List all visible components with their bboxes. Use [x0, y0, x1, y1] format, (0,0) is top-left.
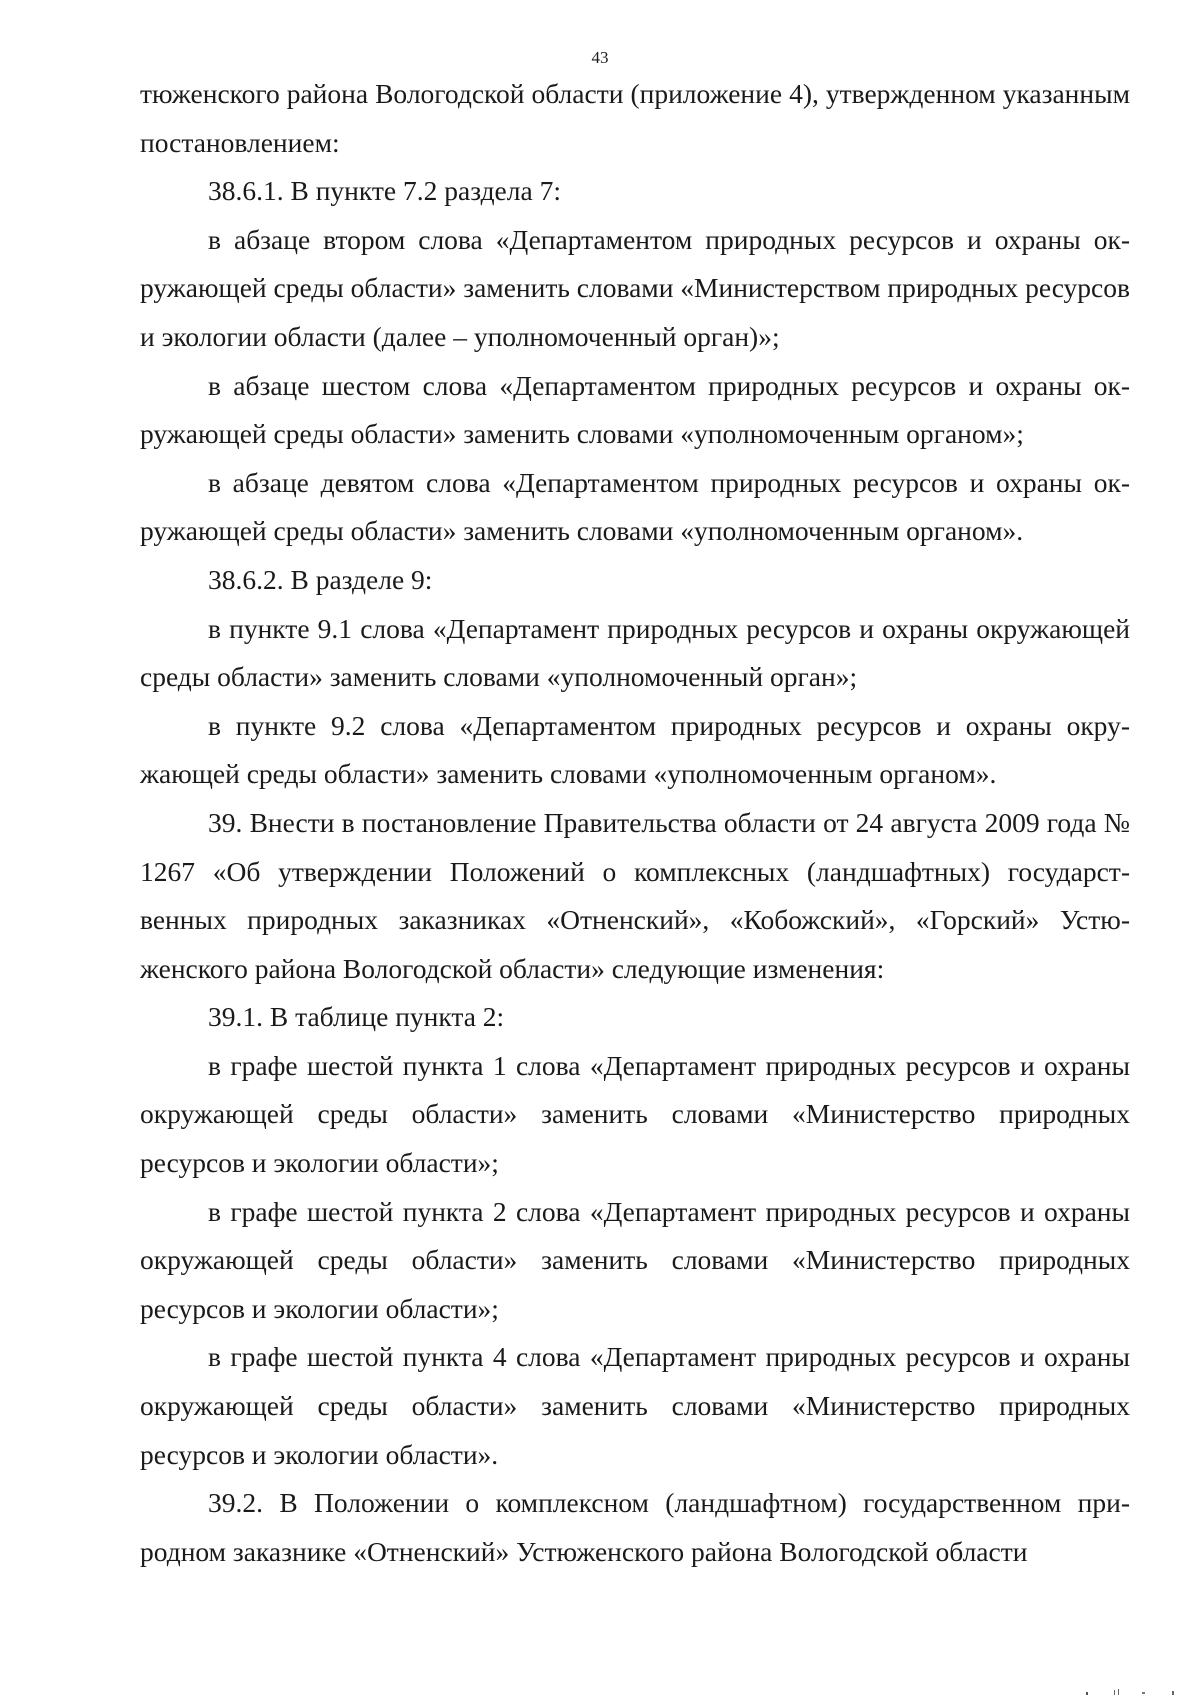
paragraph: в пункте 9.1 слова «Департамент природных ресурсов и охраны окружающей среды области» заменить словами «уполномоченный орган»; [140, 612, 1130, 693]
paragraph: в абзаце девятом слова «Департаментом природных ресурсов и охраны окружающей среды области» заменить словами «уполномоченным органом». [140, 466, 1130, 547]
paragraph-39: 39. Внести в постановление Правительства области от 24 августа 2009 года № 1267 «Об утверждении Положений о комплексных (ландшафтных) государственных природных заказниках «Отненский», «Кобожский», «Горский» Устюженского района Вологодской области» следующие изменения: [140, 806, 1130, 984]
scan-artifact-marks [1080, 1683, 1200, 1697]
paragraph-39-2: 39.2. В Положении о комплексном (ландшафтном) государственном природном заказнике «Отненский» Устюженского района Вологодской области [140, 1487, 1130, 1567]
paragraph: в графе шестой пункта 2 слова «Департамент природных ресурсов и охраны окружающей среды области» заменить словами «Министерство природных ресурсов и экологии области»; [140, 1195, 1130, 1324]
paragraph: в пункте 9.2 слова «Департаментом природных ресурсов и охраны окружающей среды области» заменить словами «уполномоченным органом». [140, 709, 1130, 790]
document-body [140, 70, 1130, 1576]
paragraph-39-1: 39.1. В таблице пункта 2: [208, 1001, 505, 1033]
paragraph: в абзаце втором слова «Департаментом природных ресурсов и охраны окружающей среды области» заменить словами «Министерством природных ресурсов и экологии области (далее – уполномоченный орган)»; [140, 223, 1130, 352]
paragraph: в графе шестой пункта 4 слова «Департамент природных ресурсов и охраны окружающей среды области» заменить словами «Министерство природных ресурсов и экологии области». [140, 1341, 1130, 1470]
paragraph: в абзаце шестом слова «Департаментом природных ресурсов и охраны окружающей среды области» заменить словами «уполномоченным органом»; [140, 369, 1130, 450]
paragraph-38-6-1: 38.6.1. В пункте 7.2 раздела 7: [208, 175, 561, 207]
page-number: 43 [591, 48, 609, 67]
paragraph-38-6-2: 38.6.2. В разделе 9: [208, 563, 433, 595]
paragraph: в графе шестой пункта 1 слова «Департамент природных ресурсов и охраны окружающей среды области» заменить словами «Министерство природных ресурсов и экологии области»; [140, 1049, 1130, 1179]
paragraph-continuation: тюженского района Вологодской области (приложение 4), утвержденном указанным постановлением: [140, 78, 1130, 158]
